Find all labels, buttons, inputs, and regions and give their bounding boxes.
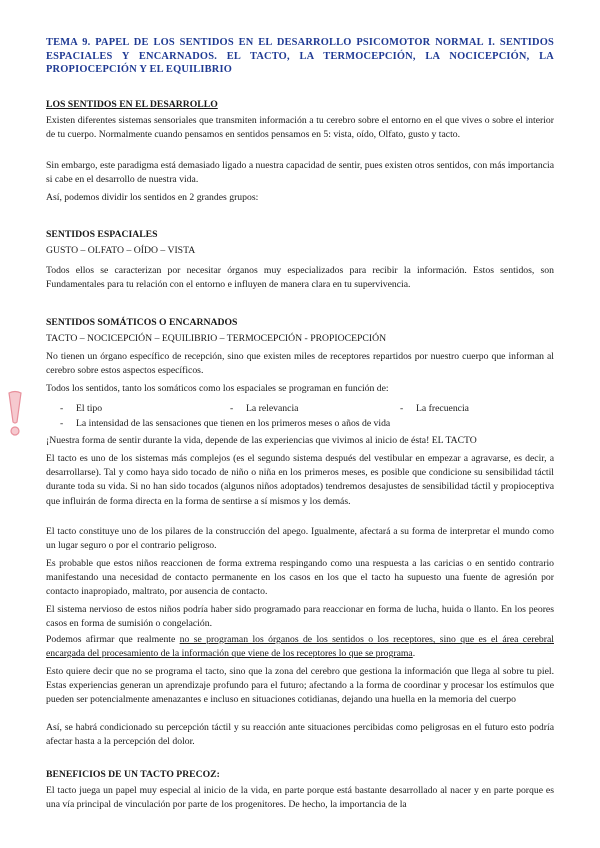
- senses-list: GUSTO – OLFATO – OÍDO – VISTA: [46, 245, 196, 256]
- section-heading-sentidos-espaciales: SENTIDOS ESPACIALES: [46, 229, 158, 240]
- paragraph-text: Podemos afirmar que realmente: [46, 634, 180, 645]
- paragraph-key-statement: [46, 633, 554, 661]
- bullet-dash: -: [400, 403, 404, 414]
- document-title: TEMA 9. PAPEL DE LOS SENTIDOS EN EL DESARROLLO PSICOMOTOR NORMAL I. SENTIDOS ESPACIALES Y ENCARNADOS. EL TACTO, LA TERMOCEPCIÓN, LA NOCICEPCIÓN, LA PROPIOCEPCIÓN Y EL EQUILIBRIO: [46, 37, 554, 75]
- bullet-item: El tipo: [76, 403, 103, 414]
- paragraph: Esto quiere decir que no se programa el tacto, sino que la zona del cerebro que gestiona la información que llega al sobre tu piel. Estas experiencias generan un aprendizaje profundo para el futuro; afectando a la forma de coordinar y procesar los estímulos que pueden ser potencialmente amenazantes e incluso en situaciones cotidianas, dejando una huella en la memoria del cuerpo: [46, 666, 554, 706]
- paragraph: El sistema nervioso de estos niños podría haber sido programado para reaccionar en forma de lucha, huida o llanto. En los peores casos en forma de sumisión o congelación.: [46, 604, 554, 630]
- paragraph: Es probable que estos niños reaccionen de forma extrema respingando como una respuesta a las caricias o en sentido contrario manifestando una necesidad de contacto permanente en los casos en los que el tacto ha supuesto una fuente de agresión por contacto inapropiado, maltrato, por ausencia de contacto.: [46, 558, 554, 598]
- paragraph: No tienen un órgano específico de recepción, sino que existen miles de receptores repartidos por nuestro cuerpo que informan al cerebro sobre estos aspectos específicos.: [46, 351, 554, 377]
- paragraph: El tacto es uno de los sistemas más complejos (es el segundo sistema después del vestibular en empezar a agravarse, es decir, a desarrollarse). Tal y como haya sido tocado de niño o niña en los primeros meses, es posible que condicione su sensibilidad táctil durante toda su vida. Si no han sido tocados (algunos niños adoptados) tendremos desajustes de sensibilidad táctil y propioceptiva que influirán de forma directa en la forma de sentirse a sí mismos y los demás.: [46, 453, 554, 507]
- paragraph: Existen diferentes sistemas sensoriales que transmiten información a tu cerebro sobre el entorno en el que vives o sobre el interior de tu cuerpo. Normalmente cuando pensamos en sentidos pensamos en 5: vista, oído, Olfato, gusto y tacto.: [46, 115, 554, 141]
- section-heading-beneficios: BENEFICIOS DE UN TACTO PRECOZ:: [46, 769, 220, 780]
- paragraph: ¡Nuestra forma de sentir durante la vida, depende de las experiencias que vivimos al inicio de ésta! EL TACTO: [46, 435, 477, 446]
- paragraph-text: .: [412, 648, 416, 660]
- paragraph: Todos ellos se caracterizan por necesitar órganos muy especializados para recibir la información. Estos sentidos, son Fundamentales para tu relación con el entorno e influyen de manera clara en tu supervivencia.: [46, 265, 554, 291]
- bullet-item: La relevancia: [246, 403, 299, 414]
- paragraph: Sin embargo, este paradigma está demasiado ligado a nuestra capacidad de sentir, pues existen otros sentidos, con más importancia si cabe en el desarrollo de nuestra vida.: [46, 160, 554, 186]
- paragraph: El tacto constituye uno de los pilares de la construcción del apego. Igualmente, afectará a su forma de interpretar el mundo como un lugar seguro o por el contrario peligroso.: [46, 526, 554, 552]
- section-heading-sentidos-somaticos: SENTIDOS SOMÁTICOS O ENCARNADOS: [46, 317, 238, 328]
- bullet-dash: -: [230, 403, 234, 414]
- exclamation-mark-icon: [4, 390, 26, 438]
- bullet-item: La frecuencia: [416, 403, 469, 414]
- underlined-statement: no se programan los órganos de los sentidos o los receptores, sino que es el área cerebral encargada del procesamiento de la información que viene de los receptores lo que se programa: [46, 634, 554, 660]
- bullet-dash: -: [60, 403, 64, 414]
- senses-list: TACTO – NOCICEPCIÓN – EQUILIBRIO – TERMOCEPCIÓN - PROPIOCEPCIÓN: [46, 333, 387, 344]
- paragraph: Así, podemos dividir los sentidos en 2 grandes grupos:: [46, 192, 259, 203]
- paragraph: Todos los sentidos, tanto los somáticos como los espaciales se programan en función de:: [46, 383, 389, 394]
- bullet-item: La intensidad de las sensaciones que tienen en los primeros meses o años de vida: [76, 418, 391, 429]
- paragraph: Así, se habrá condicionado su percepción táctil y su reacción ante situaciones percibidas como peligrosas en el futuro esto podría afectar hasta a la percepción del dolor.: [46, 722, 554, 748]
- section-heading-sentidos-desarrollo: LOS SENTIDOS EN EL DESARROLLO: [46, 99, 218, 110]
- paragraph: El tacto juega un papel muy especial al inicio de la vida, en parte porque está bastante desarrollado al nacer y en parte porque es una vía principal de vinculación por parte de los progenitores. De hecho, la importancia de la: [46, 785, 554, 811]
- bullet-dash: -: [60, 418, 64, 429]
